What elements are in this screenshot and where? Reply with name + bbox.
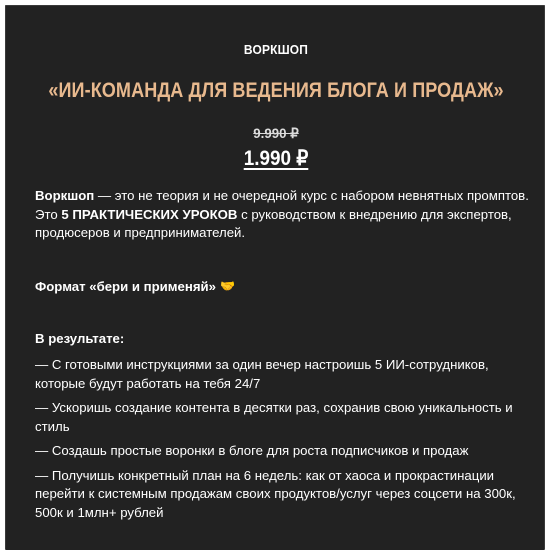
intro-text [35,187,530,243]
format-label: Формат «бери и применяй» [35,279,216,294]
old-price: 9.990 ₽ [253,125,299,141]
handshake-icon: 🤝 [219,279,235,293]
list-item: — Получишь конкретный план на 6 недель: как от хаоса и прокрастинации перейти к системным продажам своих продуктов/услуг через соцсети на 300к, 500к и 1млн+ рублей [35,467,516,520]
new-price: 1.990 ₽ [243,147,309,170]
list-item: — Создашь простые воронки в блоге для роста подписчиков и продаж [35,443,469,458]
workshop-title: «ИИ-КОМАНДА ДЛЯ ВЕДЕНИЯ БЛОГА И ПРОДАЖ» [48,79,504,102]
intro-text-1: — это не теория и не очередной курс с набором невнятных промптов. Это [35,188,529,222]
intro-paragraph [35,187,530,243]
format-line [35,278,530,297]
intro-emphasis: 5 ПРАКТИЧЕСКИХ УРОКОВ [61,206,238,222]
intro-lead: Воркшоп [35,188,95,203]
list-item: — С готовыми инструкциями за один вечер настроишь 5 ИИ-сотрудников, которые будут работать на тебя 24/7 [35,357,489,391]
results-title: В результате: [35,331,125,346]
workshop-card [5,5,545,550]
intro-text-2: с руководством к внедрению для экспертов, продюсеров и предпринимателей. [35,206,512,240]
workshop-kicker: ВОРКШОП [243,42,309,57]
results-list [35,356,530,528]
list-item: — Ускоришь создание контента в десятки раз, сохранив свою уникальность и стиль [35,400,513,434]
